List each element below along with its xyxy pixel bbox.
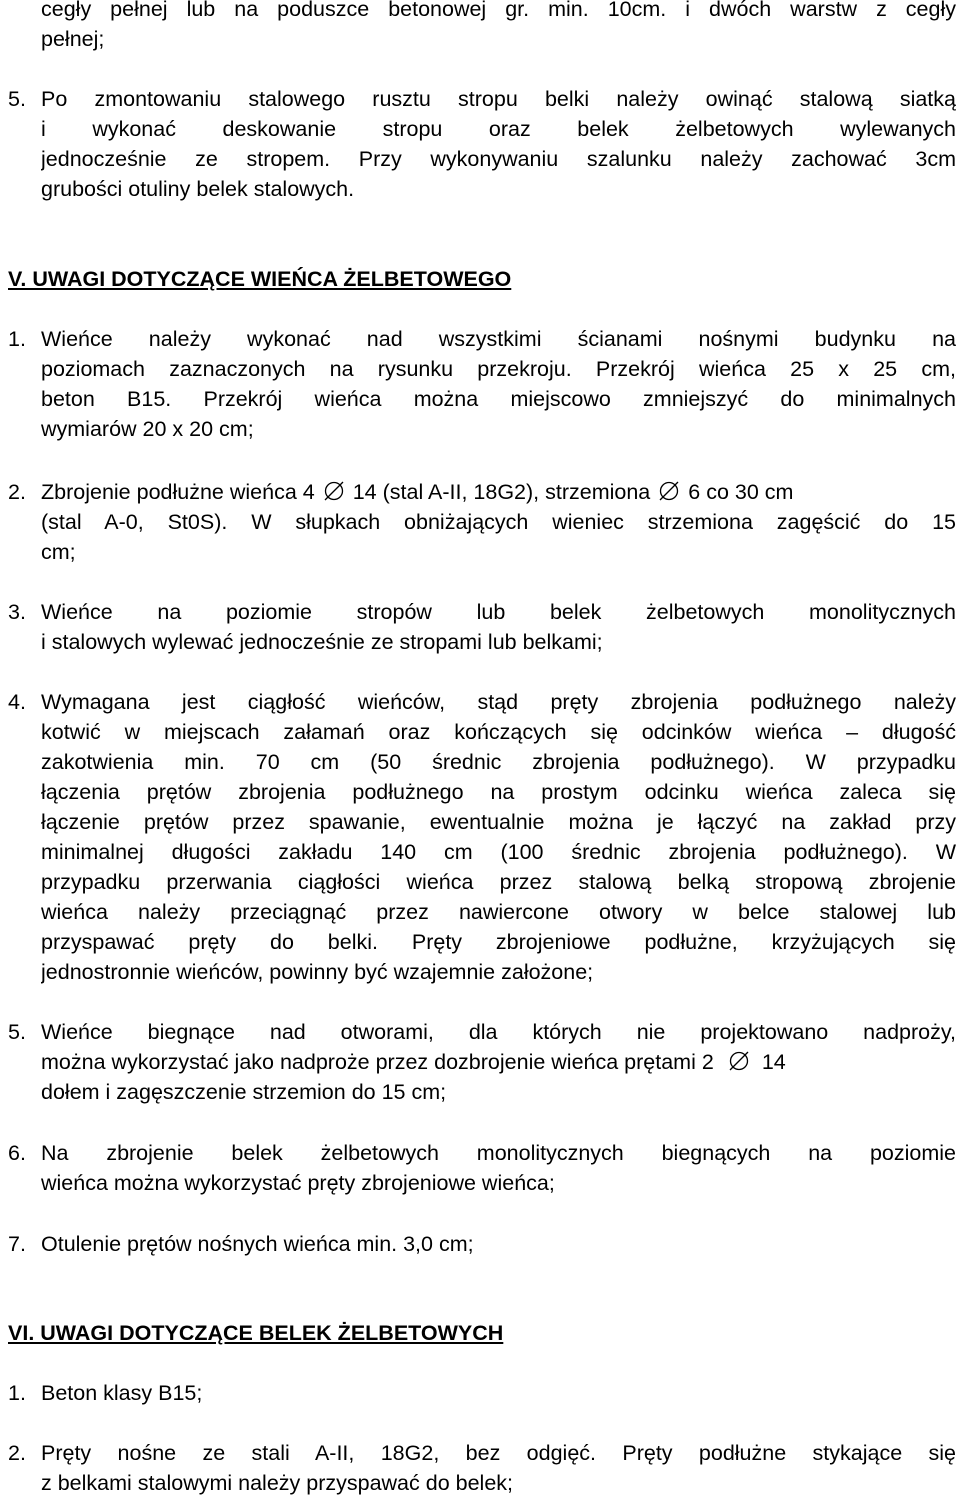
- list-number: 1.: [8, 1381, 26, 1405]
- text-line: Na zbrojenie belek żelbetowych monolitycznych biegnących na poziomie: [41, 1141, 956, 1165]
- text-line: Otulenie prętów nośnych wieńca min. 3,0 cm;: [41, 1232, 474, 1256]
- text-line: Po zmontowaniu stalowego rusztu stropu belki należy owinąć stalową siatką: [41, 87, 956, 111]
- list-number: 3.: [8, 600, 26, 624]
- text-line: łączenia prętów zbrojenia podłużnego na prostym odcinku wieńca zaleca się: [41, 780, 956, 804]
- text-line: Wieńce biegnące nad otworami, dla których nie projektowano nadproży,: [41, 1020, 956, 1044]
- text-line: grubości otuliny belek stalowych.: [41, 177, 355, 201]
- text-line: pełnej;: [41, 27, 105, 51]
- text-line: Beton klasy B15;: [41, 1381, 203, 1405]
- diameter-icon: [728, 1050, 750, 1072]
- text-line: Pręty nośne ze stali A-II, 18G2, bez odgięć. Pręty podłużne stykające się: [41, 1441, 956, 1465]
- section-heading: VI. UWAGI DOTYCZĄCE BELEK ŻELBETOWYCH: [8, 1321, 504, 1345]
- text-segment: 6 co 30 cm: [688, 480, 794, 504]
- list-number: 6.: [8, 1141, 26, 1165]
- text-line: i wykonać deskowanie stropu oraz belek żelbetowych wylewanych: [41, 117, 956, 141]
- text-line: jednostronnie wieńców, powinny być wzajemnie założone;: [41, 960, 594, 984]
- text-line: kotwić w miejscach załamań oraz kończących się odcinków wieńca – długość: [41, 720, 956, 744]
- text-segment: można wykorzystać jako nadproże przez dozbrojenie wieńca prętami 2: [41, 1050, 714, 1074]
- text-line: (stal A-0, St0S). W słupkach obniżających wieniec strzemiona zagęścić do 15: [41, 510, 956, 534]
- text-segment: 14 (stal A-II, 18G2), strzemiona: [352, 480, 651, 504]
- list-number: 5.: [8, 87, 26, 111]
- text-line: wymiarów 20 x 20 cm;: [41, 417, 254, 441]
- text-line: poziomach zaznaczonych na rysunku przekroju. Przekrój wieńca 25 x 25 cm,: [41, 357, 956, 381]
- text-line: Wieńce należy wykonać nad wszystkimi ścianami nośnymi budynku na: [41, 327, 956, 351]
- text-line: i stalowych wylewać jednocześnie ze stropami lub belkami;: [41, 630, 603, 654]
- diameter-icon: [323, 480, 345, 502]
- text-line: z belkami stalowymi należy przyspawać do belek;: [41, 1471, 514, 1495]
- text-line: zakotwienia min. 70 cm (50 średnic zbrojenia podłużnego). W przypadku: [41, 750, 956, 774]
- text-line: Wymagana jest ciągłość wieńców, stąd pręty zbrojenia podłużnego należy: [41, 690, 956, 714]
- list-number: 4.: [8, 690, 26, 714]
- text-line: wieńca należy przeciągnąć przez nawiercone otwory w belce stalowej lub: [41, 900, 956, 924]
- text-line: łączenie prętów przez spawanie, ewentualnie można je łączyć na zakład przy: [41, 810, 956, 834]
- text-line: beton B15. Przekrój wieńca można miejscowo zmniejszyć do minimalnych: [41, 387, 956, 411]
- text-line: Wieńce na poziomie stropów lub belek żelbetowych monolitycznych: [41, 600, 956, 624]
- text-line: dołem i zagęszczenie strzemion do 15 cm;: [41, 1080, 447, 1104]
- text-line: przypadku przerwania ciągłości wieńca przez stalową belką stropową zbrojenie: [41, 870, 956, 894]
- list-number: 2.: [8, 480, 26, 504]
- diameter-icon: [658, 480, 680, 502]
- text-line-with-symbols: [41, 477, 956, 507]
- text-line: cm;: [41, 540, 76, 564]
- list-number: 1.: [8, 327, 26, 351]
- text-line: minimalnej długości zakładu 140 cm (100 średnic zbrojenia podłużnego). W: [41, 840, 956, 864]
- list-number: 7.: [8, 1232, 26, 1256]
- list-number: 2.: [8, 1441, 26, 1465]
- text-line: jednocześnie ze stropem. Przy wykonywaniu szalunku należy zachować 3cm: [41, 147, 956, 171]
- list-number: 5.: [8, 1020, 26, 1044]
- section-heading: V. UWAGI DOTYCZĄCE WIEŃCA ŻELBETOWEGO: [8, 267, 512, 291]
- text-line: cegły pełnej lub na poduszce betonowej gr. min. 10cm. i dwóch warstw z cegły: [41, 0, 956, 21]
- text-segment: 14: [761, 1050, 786, 1074]
- text-segment: Zbrojenie podłużne wieńca 4: [41, 480, 315, 504]
- text-line: przyspawać pręty do belki. Pręty zbrojeniowe podłużne, krzyżujących się: [41, 930, 956, 954]
- text-line: wieńca można wykorzystać pręty zbrojeniowe wieńca;: [41, 1171, 555, 1195]
- text-line-with-symbols: [41, 1047, 956, 1077]
